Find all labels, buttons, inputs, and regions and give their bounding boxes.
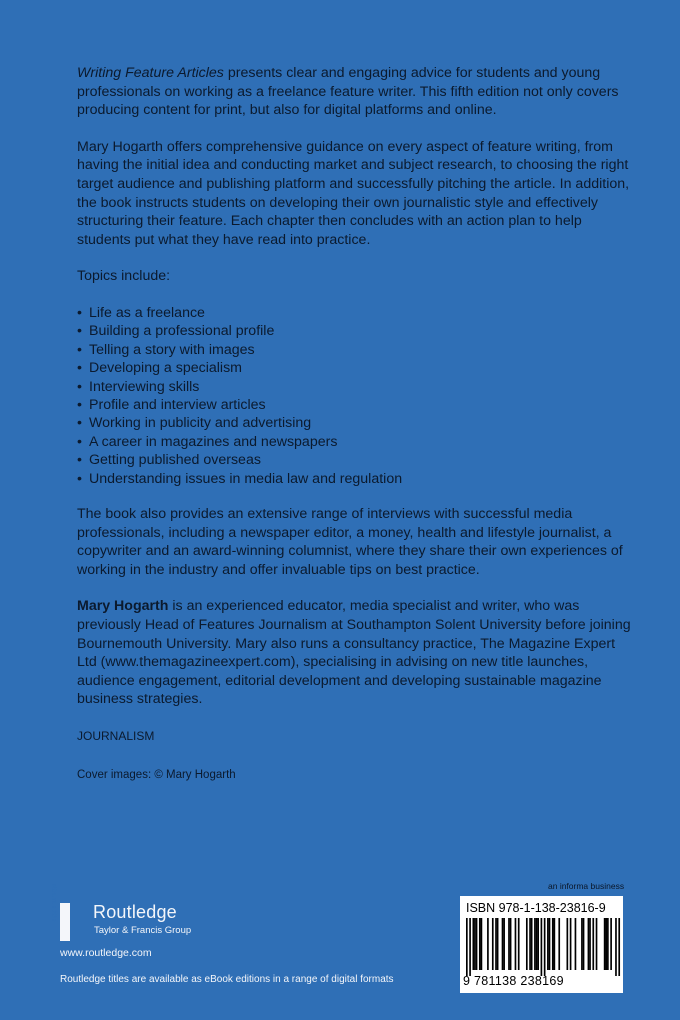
barcode-bar xyxy=(534,918,536,970)
list-item: • Telling a story with images xyxy=(77,341,255,358)
barcode-bar xyxy=(547,918,549,970)
barcode-bar xyxy=(589,918,591,970)
barcode-bar xyxy=(549,918,551,970)
barcode-bar xyxy=(503,918,505,970)
list-item: • Profile and interview articles xyxy=(77,396,266,413)
barcode-bar xyxy=(526,918,528,970)
interviews-paragraph: The book also provides an extensive range of interviews with successful media professionals, including a newspaper editor, a money, health and lifestyle journalist, a copywriter and an award-winning columnist, where they share their own experiences of working in the industry and offer invaluable tips on best practice. xyxy=(77,506,623,578)
bullet-icon: • xyxy=(77,415,82,432)
list-item: • Building a professional profile xyxy=(77,323,275,340)
barcode-bar xyxy=(510,918,512,970)
barcode-bar xyxy=(570,918,572,970)
barcode-bar xyxy=(544,918,546,976)
bullet-icon: • xyxy=(77,360,82,377)
barcode-bar xyxy=(552,918,554,970)
bullet-icon: • xyxy=(77,341,82,358)
author-bio-text: is an experienced educator, media specialist and writer, who was previously Head of Features Journalism at Southampton Solent University before joining Bournemouth University. Mary also runs a consultancy practice, The Magazine Expert Ltd (www.themagazineexpert.com), specialising in advising on new title launches, audience engagement, editorial development and developing sustainable magazine business strategies. xyxy=(77,598,631,708)
barcode-digits: 9 781138 238169 xyxy=(463,974,564,988)
barcode-bar xyxy=(554,918,556,970)
barcode-bar xyxy=(618,918,620,976)
bullet-icon: • xyxy=(77,433,82,450)
barcode-bar xyxy=(529,918,531,970)
intro-text: presents clear and engaging advice for students and young professionals on working as a freelance feature writer. This fifth edition not only covers producing content for print, but also for digital platforms and online. xyxy=(77,65,619,119)
bullet-icon: • xyxy=(77,304,82,321)
barcode-bar xyxy=(567,918,569,970)
barcode-bar xyxy=(466,918,468,976)
barcode-bar xyxy=(592,918,594,970)
barcode-bar xyxy=(495,918,497,970)
isbn-label: ISBN 978-1-138-23816-9 xyxy=(466,901,606,915)
bullet-icon: • xyxy=(77,470,82,487)
list-item: • Working in publicity and advertising xyxy=(77,415,312,432)
barcode-bar xyxy=(558,918,560,970)
barcode-bar xyxy=(497,918,499,970)
barcode-bar xyxy=(588,918,590,970)
barcode-bar xyxy=(531,918,533,970)
barcode-bar xyxy=(481,918,483,970)
barcode-bar xyxy=(581,918,583,970)
barcode-bar xyxy=(536,918,538,970)
barcode-bar xyxy=(615,918,617,976)
topics-list xyxy=(77,304,637,488)
author-bio xyxy=(77,597,637,709)
barcode-bar xyxy=(607,918,609,970)
book-title: Writing Feature Articles xyxy=(77,65,224,81)
list-item: • Understanding issues in media law and regulation xyxy=(77,470,403,487)
publisher-name: Routledge xyxy=(93,902,177,922)
barcode-bar xyxy=(469,918,471,976)
barcode-bar xyxy=(541,918,543,976)
cover-credit: Cover images: © Mary Hogarth xyxy=(77,768,236,781)
barcode-bar xyxy=(492,918,494,970)
barcode-bar xyxy=(575,918,577,970)
barcode xyxy=(466,918,620,976)
list-item: • A career in magazines and newspapers xyxy=(77,433,338,450)
bullet-icon: • xyxy=(77,396,82,413)
barcode-bar xyxy=(583,918,585,970)
bullet-icon: • xyxy=(77,378,82,395)
subject-category: JOURNALISM xyxy=(77,728,155,743)
barcode-bar xyxy=(610,918,612,970)
barcode-bar xyxy=(605,918,607,970)
parent-company: an informa business xyxy=(548,881,625,891)
routledge-logo-icon xyxy=(50,884,86,941)
intro-paragraph xyxy=(77,64,637,120)
barcode-bar xyxy=(604,918,606,970)
barcode-bar xyxy=(472,918,474,970)
overview-paragraph: Mary Hogarth offers comprehensive guidance on every aspect of feature writing, from having the initial idea and conducting market and subject research, to choosing the right target audience and publishing platform and successfully pitching the article. In addition, the book instructs students on developing their own journalistic style and effectively structuring their feature. Each chapter then concludes with an action plan to help students put what they have read into practice. xyxy=(77,138,630,248)
barcode-bar xyxy=(596,918,598,970)
barcode-bar xyxy=(518,918,520,970)
publisher-group: Taylor & Francis Group xyxy=(94,925,192,936)
barcode-bar xyxy=(479,918,481,970)
back-cover-text xyxy=(77,64,637,784)
bullet-icon: • xyxy=(77,323,82,340)
barcode-bar xyxy=(476,918,478,970)
barcode-bar xyxy=(474,918,476,970)
list-item: • Getting published overseas xyxy=(77,452,261,469)
barcode-bar xyxy=(537,918,539,970)
list-item: • Life as a freelance xyxy=(77,304,205,321)
ebook-note: Routledge titles are available as eBook editions in a range of digital formats xyxy=(60,974,394,985)
publisher-url: www.routledge.com xyxy=(60,947,152,959)
topics-heading: Topics include: xyxy=(77,268,171,285)
barcode-bar xyxy=(508,918,510,970)
publisher-logo xyxy=(50,884,260,943)
logo-mark-text: ROUTLEDGE xyxy=(50,884,56,922)
list-item: • Developing a specialism xyxy=(77,360,242,377)
barcode-bar xyxy=(502,918,504,970)
list-item: • Interviewing skills xyxy=(77,378,200,395)
author-name: Mary Hogarth xyxy=(77,598,169,615)
barcode-bar xyxy=(487,918,489,970)
bullet-icon: • xyxy=(77,452,82,469)
barcode-bar xyxy=(515,918,517,970)
